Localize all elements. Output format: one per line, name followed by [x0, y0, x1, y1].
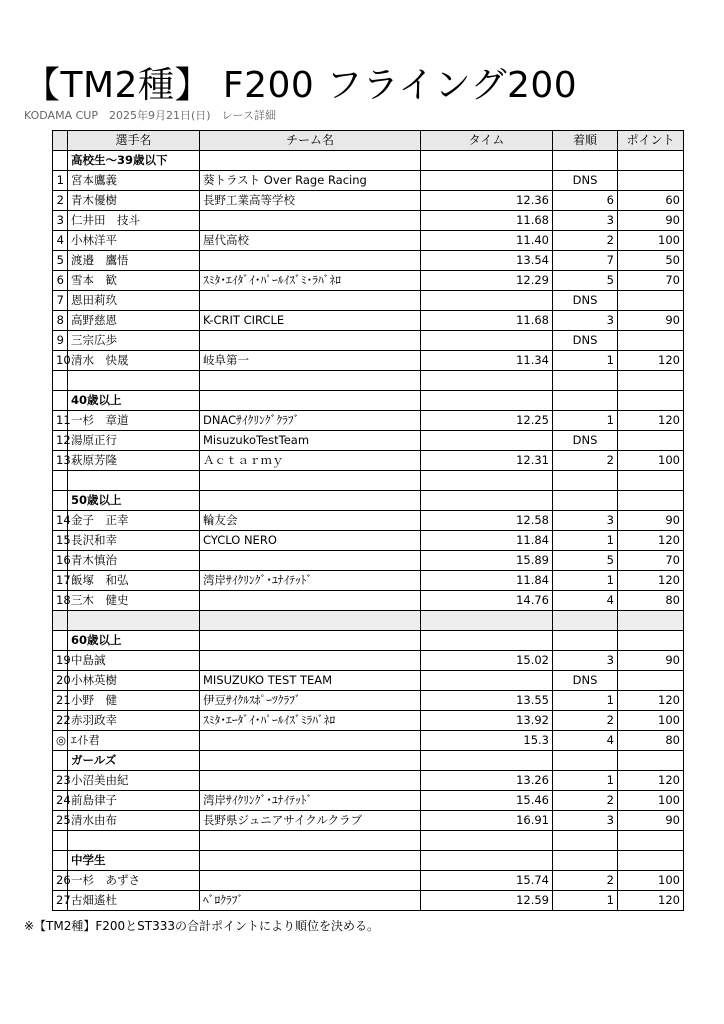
results-table [52, 130, 684, 911]
table-row [53, 411, 684, 431]
rider-number: 2 [53, 191, 68, 211]
team-name: 長野工業高等学校 [200, 191, 421, 211]
race-time: 15.89 [421, 551, 553, 571]
empty-cell [553, 491, 618, 511]
category-row [53, 151, 684, 171]
points [618, 671, 684, 691]
rider-name: 宮本鷹義 [68, 171, 200, 191]
empty-cell [618, 831, 684, 851]
empty-cell [553, 611, 618, 631]
team-name [200, 731, 421, 751]
table-row [53, 671, 684, 691]
table-row [53, 211, 684, 231]
category-label: 50歳以上 [68, 491, 200, 511]
rider-name: 小沼美由紀 [68, 771, 200, 791]
empty-cell [421, 391, 553, 411]
race-time: 11.34 [421, 351, 553, 371]
team-name [200, 331, 421, 351]
category-row [53, 491, 684, 511]
finish-place: 2 [553, 791, 618, 811]
finish-place: 5 [553, 551, 618, 571]
rider-number: 6 [53, 271, 68, 291]
race-time: 15.74 [421, 871, 553, 891]
rider-number: 25 [53, 811, 68, 831]
race-time: 14.76 [421, 591, 553, 611]
category-label: 60歳以上 [68, 631, 200, 651]
empty-cell [618, 491, 684, 511]
finish-place: DNS [553, 331, 618, 351]
team-name [200, 591, 421, 611]
team-name [200, 291, 421, 311]
race-time: 15.02 [421, 651, 553, 671]
team-name [200, 651, 421, 671]
finish-place: 7 [553, 251, 618, 271]
race-time [421, 331, 553, 351]
category-row [53, 391, 684, 411]
table-row [53, 291, 684, 311]
finish-place: 3 [553, 211, 618, 231]
rider-number: 14 [53, 511, 68, 531]
header-row [53, 131, 684, 151]
finish-place: 1 [553, 411, 618, 431]
table-row [53, 791, 684, 811]
table-row [53, 571, 684, 591]
finish-place: 3 [553, 511, 618, 531]
empty-cell [618, 851, 684, 871]
points: 70 [618, 551, 684, 571]
table-row [53, 551, 684, 571]
finish-place: DNS [553, 171, 618, 191]
rider-number: 9 [53, 331, 68, 351]
points [618, 291, 684, 311]
rider-number: 13 [53, 451, 68, 471]
empty-cell [200, 751, 421, 771]
category-label: 高校生～39歳以下 [68, 151, 200, 171]
empty-cell [618, 751, 684, 771]
points: 90 [618, 211, 684, 231]
points [618, 171, 684, 191]
empty-cell [618, 151, 684, 171]
finish-place: 3 [553, 651, 618, 671]
empty-cell [618, 471, 684, 491]
empty-cell [53, 391, 68, 411]
team-name: 湾岸ｻｲｸﾘﾝｸﾞ･ﾕﾅｲﾃｯﾄﾞ [200, 571, 421, 591]
team-name: 葵トラスト Over Rage Racing [200, 171, 421, 191]
empty-cell [553, 831, 618, 851]
rider-number: 4 [53, 231, 68, 251]
finish-place: DNS [553, 291, 618, 311]
finish-place: 1 [553, 691, 618, 711]
header-time: タイム [421, 131, 553, 151]
race-time: 16.91 [421, 811, 553, 831]
points: 100 [618, 231, 684, 251]
empty-cell [200, 851, 421, 871]
finish-place: 1 [553, 531, 618, 551]
points: 120 [618, 531, 684, 551]
category-label: 中学生 [68, 851, 200, 871]
team-name: MISUZUKO TEST TEAM [200, 671, 421, 691]
empty-cell [421, 851, 553, 871]
empty-cell [553, 391, 618, 411]
empty-cell [553, 151, 618, 171]
table-row [53, 871, 684, 891]
rider-name: 小林英樹 [68, 671, 200, 691]
team-name: MisuzukoTestTeam [200, 431, 421, 451]
empty-cell [421, 471, 553, 491]
team-name: 屋代高校 [200, 231, 421, 251]
rider-number: ◎ [53, 731, 68, 751]
rider-name: 高野慈恩 [68, 311, 200, 331]
empty-cell [53, 371, 68, 391]
points: 100 [618, 871, 684, 891]
points [618, 431, 684, 451]
points: 100 [618, 451, 684, 471]
empty-cell [421, 611, 553, 631]
race-time: 12.29 [421, 271, 553, 291]
team-name: K-CRIT CIRCLE [200, 311, 421, 331]
race-time [421, 291, 553, 311]
team-name [200, 551, 421, 571]
rider-name: 清水由布 [68, 811, 200, 831]
empty-cell [421, 371, 553, 391]
finish-place: 1 [553, 351, 618, 371]
rider-name: 三宗広歩 [68, 331, 200, 351]
rider-name: 恩田莉玖 [68, 291, 200, 311]
header-points: ポイント [618, 131, 684, 151]
team-name: 湾岸ｻｲｸﾘﾝｸﾞ･ﾕﾅｲﾃｯﾄﾞ [200, 791, 421, 811]
points: 90 [618, 511, 684, 531]
event-subtitle: KODAMA CUP 2025年9月21日(日) レース詳細 [24, 109, 276, 122]
points: 60 [618, 191, 684, 211]
empty-cell [618, 391, 684, 411]
table-row [53, 251, 684, 271]
rider-number: 12 [53, 431, 68, 451]
category-label: ガールズ [68, 751, 200, 771]
table-row [53, 771, 684, 791]
empty-cell [53, 851, 68, 871]
race-time: 15.46 [421, 791, 553, 811]
empty-cell [68, 371, 200, 391]
empty-cell [553, 631, 618, 651]
rider-name: 長沢和幸 [68, 531, 200, 551]
points: 90 [618, 651, 684, 671]
table-row [53, 731, 684, 751]
team-name [200, 211, 421, 231]
race-time: 11.68 [421, 211, 553, 231]
table-row [53, 331, 684, 351]
empty-cell [68, 831, 200, 851]
rider-number: 3 [53, 211, 68, 231]
header-place: 着順 [553, 131, 618, 151]
header-team: チーム名 [200, 131, 421, 151]
rider-name: 仁井田 技斗 [68, 211, 200, 231]
finish-place: 2 [553, 231, 618, 251]
empty-cell [618, 611, 684, 631]
points: 100 [618, 711, 684, 731]
finish-place: 1 [553, 571, 618, 591]
team-name: Ａｃｔａｒｍｙ [200, 451, 421, 471]
points [618, 331, 684, 351]
race-time: 11.84 [421, 531, 553, 551]
race-time: 11.84 [421, 571, 553, 591]
footnote: ※【TM2種】F200とST333の合計ポイントにより順位を決める。 [24, 919, 380, 933]
race-time: 12.59 [421, 891, 553, 911]
rider-number: 27 [53, 891, 68, 911]
rider-name: 一杉 章道 [68, 411, 200, 431]
team-name: 長野県ジュニアサイクルクラブ [200, 811, 421, 831]
finish-place: 2 [553, 871, 618, 891]
spacer-row [53, 831, 684, 851]
finish-place: 3 [553, 311, 618, 331]
finish-place: 1 [553, 891, 618, 911]
rider-name: 清水 快晟 [68, 351, 200, 371]
empty-cell [53, 611, 68, 631]
rider-number: 21 [53, 691, 68, 711]
category-row [53, 751, 684, 771]
race-time: 12.25 [421, 411, 553, 431]
race-time: 11.40 [421, 231, 553, 251]
team-name [200, 251, 421, 271]
page-title: 【TM2種】 F200 フライング200 [24, 65, 578, 106]
table-row [53, 271, 684, 291]
spacer-row [53, 371, 684, 391]
empty-cell [53, 631, 68, 651]
points: 120 [618, 411, 684, 431]
finish-place: 4 [553, 731, 618, 751]
team-name: ｽﾐﾀ･ｴｲﾀﾞｲ･ﾊﾟｰﾙｲｽﾞﾐ･ﾗﾊﾞﾈﾛ [200, 271, 421, 291]
points: 90 [618, 311, 684, 331]
team-name: 伊豆ｻｲｸﾙｽﾎﾟｰﾂｸﾗﾌﾞ [200, 691, 421, 711]
table-row [53, 351, 684, 371]
empty-cell [421, 631, 553, 651]
team-name: 輪友会 [200, 511, 421, 531]
empty-cell [53, 471, 68, 491]
empty-cell [553, 751, 618, 771]
spacer-row [53, 471, 684, 491]
table-row [53, 531, 684, 551]
race-time [421, 171, 553, 191]
rider-name: 中島誠 [68, 651, 200, 671]
points: 80 [618, 591, 684, 611]
rider-name: 青木慎治 [68, 551, 200, 571]
points: 80 [618, 731, 684, 751]
rider-name: 飯塚 和弘 [68, 571, 200, 591]
empty-cell [53, 831, 68, 851]
rider-name: 前島律子 [68, 791, 200, 811]
rider-number: 10 [53, 351, 68, 371]
race-time [421, 431, 553, 451]
empty-cell [200, 471, 421, 491]
rider-number: 26 [53, 871, 68, 891]
rider-number: 22 [53, 711, 68, 731]
header-name: 選手名 [68, 131, 200, 151]
rider-name: 萩原芳隆 [68, 451, 200, 471]
table-row [53, 231, 684, 251]
rider-number: 8 [53, 311, 68, 331]
race-time: 13.92 [421, 711, 553, 731]
empty-cell [200, 151, 421, 171]
table-row [53, 171, 684, 191]
rider-number: 23 [53, 771, 68, 791]
team-name: DNACｻｲｸﾘﾝｸﾞｸﾗﾌﾞ [200, 411, 421, 431]
race-time: 13.54 [421, 251, 553, 271]
spacer-row [53, 611, 684, 631]
team-name: ｽﾐﾀ･ｴｰﾀﾞｲ･ﾊﾟｰﾙｲｽﾞﾐﾗﾊﾞﾈﾛ [200, 711, 421, 731]
table-row [53, 591, 684, 611]
empty-cell [421, 491, 553, 511]
empty-cell [618, 371, 684, 391]
table-row [53, 811, 684, 831]
table-row [53, 311, 684, 331]
rider-number: 17 [53, 571, 68, 591]
rider-number: 20 [53, 671, 68, 691]
category-row [53, 631, 684, 651]
empty-cell [200, 371, 421, 391]
empty-cell [200, 491, 421, 511]
empty-cell [421, 751, 553, 771]
empty-cell [68, 611, 200, 631]
table-row [53, 431, 684, 451]
empty-cell [53, 751, 68, 771]
rider-name: 湯原正行 [68, 431, 200, 451]
rider-number: 5 [53, 251, 68, 271]
empty-cell [553, 851, 618, 871]
team-name: 岐阜第一 [200, 351, 421, 371]
empty-cell [200, 631, 421, 651]
empty-cell [421, 151, 553, 171]
rider-name: ｴｲﾄ君 [68, 731, 200, 751]
rider-number: 11 [53, 411, 68, 431]
rider-name: 青木優樹 [68, 191, 200, 211]
rider-name: 金子 正幸 [68, 511, 200, 531]
finish-place: 3 [553, 811, 618, 831]
finish-place: 4 [553, 591, 618, 611]
team-name [200, 771, 421, 791]
rider-number: 18 [53, 591, 68, 611]
rider-number: 7 [53, 291, 68, 311]
category-row [53, 851, 684, 871]
rider-name: 三木 健史 [68, 591, 200, 611]
empty-cell [53, 151, 68, 171]
race-time: 11.68 [421, 311, 553, 331]
rider-number: 24 [53, 791, 68, 811]
empty-cell [200, 391, 421, 411]
category-label: 40歳以上 [68, 391, 200, 411]
rider-name: 赤羽政幸 [68, 711, 200, 731]
race-time: 12.58 [421, 511, 553, 531]
finish-place: 2 [553, 711, 618, 731]
rider-name: 一杉 あずさ [68, 871, 200, 891]
race-time: 13.55 [421, 691, 553, 711]
points: 120 [618, 351, 684, 371]
header-no [53, 131, 68, 151]
empty-cell [553, 471, 618, 491]
finish-place: DNS [553, 671, 618, 691]
empty-cell [68, 471, 200, 491]
empty-cell [421, 831, 553, 851]
empty-cell [53, 491, 68, 511]
empty-cell [200, 611, 421, 631]
rider-number: 19 [53, 651, 68, 671]
team-name: ﾍﾞﾛｸﾗﾌﾞ [200, 891, 421, 911]
race-time: 12.36 [421, 191, 553, 211]
table-row [53, 651, 684, 671]
race-time: 12.31 [421, 451, 553, 471]
table-row [53, 451, 684, 471]
empty-cell [200, 831, 421, 851]
table-row [53, 711, 684, 731]
finish-place: 6 [553, 191, 618, 211]
rider-name: 雪本 歓 [68, 271, 200, 291]
finish-place: 1 [553, 771, 618, 791]
points: 70 [618, 271, 684, 291]
rider-name: 古畑遙杜 [68, 891, 200, 911]
team-name [200, 871, 421, 891]
empty-cell [553, 371, 618, 391]
points: 120 [618, 571, 684, 591]
points: 120 [618, 691, 684, 711]
table-row [53, 691, 684, 711]
table-row [53, 891, 684, 911]
table-row [53, 511, 684, 531]
rider-number: 1 [53, 171, 68, 191]
rider-number: 15 [53, 531, 68, 551]
points: 120 [618, 771, 684, 791]
points: 90 [618, 811, 684, 831]
table-row [53, 191, 684, 211]
points: 50 [618, 251, 684, 271]
finish-place: 5 [553, 271, 618, 291]
race-time: 13.26 [421, 771, 553, 791]
empty-cell [618, 631, 684, 651]
rider-name: 小林洋平 [68, 231, 200, 251]
rider-number: 16 [53, 551, 68, 571]
finish-place: DNS [553, 431, 618, 451]
finish-place: 2 [553, 451, 618, 471]
race-time [421, 671, 553, 691]
rider-name: 渡邉 鷹悟 [68, 251, 200, 271]
points: 120 [618, 891, 684, 911]
rider-name: 小野 健 [68, 691, 200, 711]
race-time: 15.3 [421, 731, 553, 751]
results-body [53, 151, 684, 911]
team-name: CYCLO NERO [200, 531, 421, 551]
points: 100 [618, 791, 684, 811]
